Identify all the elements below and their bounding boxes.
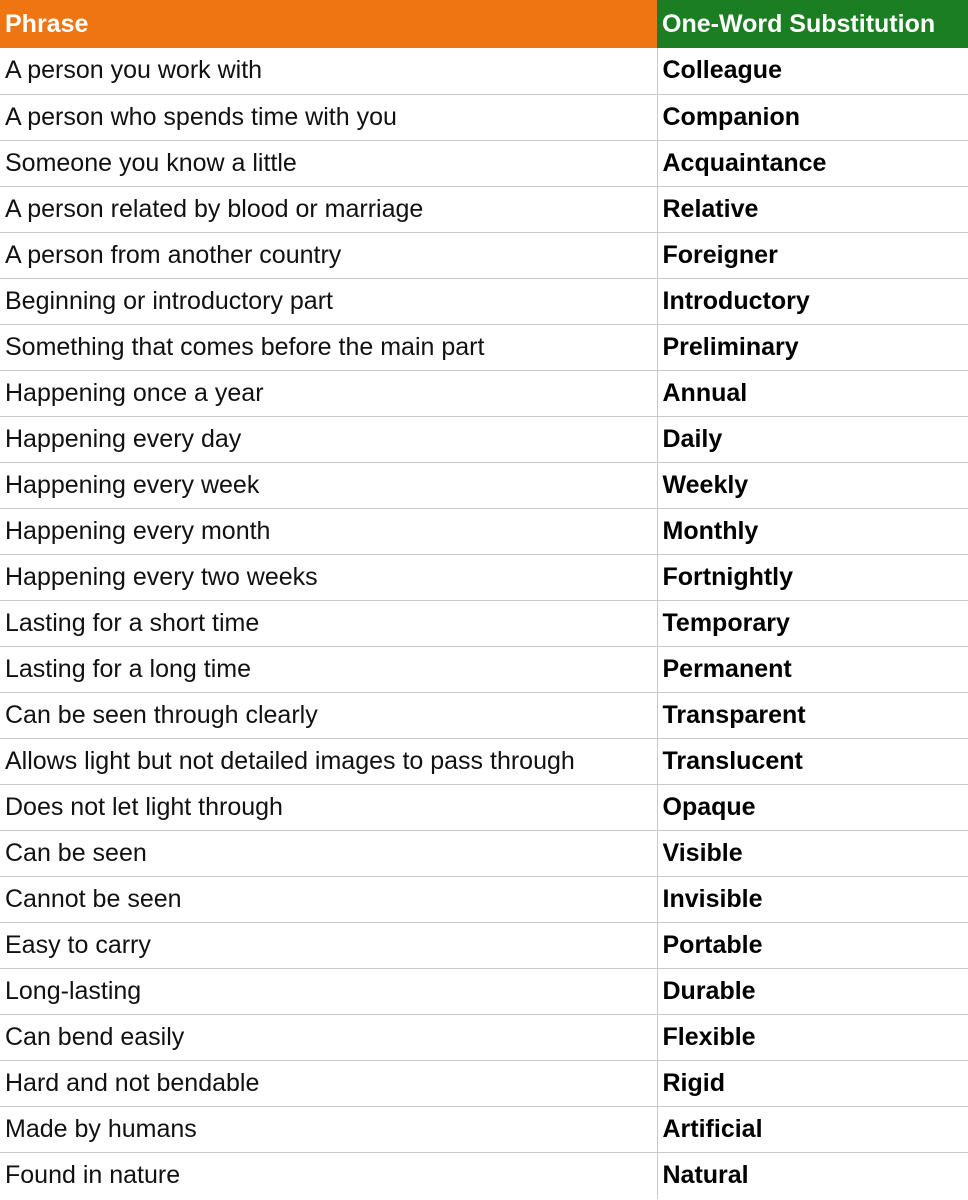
phrase-cell: Can bend easily xyxy=(0,1014,657,1060)
table-row xyxy=(0,462,968,508)
table-row xyxy=(0,324,968,370)
phrase-cell: A person from another country xyxy=(0,232,657,278)
word-cell: Transparent xyxy=(657,692,968,738)
table-row xyxy=(0,370,968,416)
table-row xyxy=(0,1152,968,1199)
word-cell: Natural xyxy=(662,1161,749,1190)
phrase-cell: Something that comes before the main part xyxy=(0,324,657,370)
word-cell: Daily xyxy=(657,416,968,462)
phrase-cell: Lasting for a short time xyxy=(0,600,657,646)
word-cell: Introductory xyxy=(657,278,968,324)
word-cell: Artificial xyxy=(657,1106,968,1152)
word-cell: Flexible xyxy=(657,1014,968,1060)
phrase-cell: Long-lasting xyxy=(0,968,657,1014)
phrase-cell: Made by humans xyxy=(0,1106,657,1152)
table-header xyxy=(0,0,968,48)
table-row xyxy=(0,692,968,738)
phrase-cell: A person who spends time with you xyxy=(0,94,657,140)
word-cell: Colleague xyxy=(657,48,968,94)
phrase-cell: Beginning or introductory part xyxy=(0,278,657,324)
word-cell: Temporary xyxy=(657,600,968,646)
word-cell: Portable xyxy=(657,922,968,968)
phrase-cell: Does not let light through xyxy=(0,784,657,830)
word-cell: Permanent xyxy=(657,646,968,692)
word-cell: Foreigner xyxy=(657,232,968,278)
table-row xyxy=(0,968,968,1014)
table-row xyxy=(0,508,968,554)
word-cell: Invisible xyxy=(657,876,968,922)
word-cell: Preliminary xyxy=(657,324,968,370)
table-row xyxy=(0,830,968,876)
word-cell: Monthly xyxy=(657,508,968,554)
table-row xyxy=(0,1014,968,1060)
phrase-cell: Happening every day xyxy=(0,416,657,462)
table-row xyxy=(0,922,968,968)
word-cell: Visible xyxy=(657,830,968,876)
word-column-header: One-Word Substitution xyxy=(657,0,968,48)
table-row xyxy=(0,554,968,600)
table-row xyxy=(0,278,968,324)
table-row xyxy=(0,600,968,646)
phrase-cell: A person you work with xyxy=(0,48,657,94)
phrase-cell: Someone you know a little xyxy=(0,140,657,186)
table-row xyxy=(0,1106,968,1152)
phrase-cell: Found in nature xyxy=(0,1152,657,1199)
table-row xyxy=(0,784,968,830)
table-row xyxy=(0,1060,968,1106)
word-cell: Durable xyxy=(657,968,968,1014)
phrase-cell: Cannot be seen xyxy=(0,876,657,922)
table-row xyxy=(0,646,968,692)
table-row xyxy=(0,140,968,186)
word-cell: Rigid xyxy=(657,1060,968,1106)
phrase-column-header: Phrase xyxy=(0,0,657,48)
phrase-cell: Can be seen xyxy=(0,830,657,876)
phrase-cell: Allows light but not detailed images to pass through xyxy=(0,738,657,784)
word-cell: Relative xyxy=(657,186,968,232)
word-cell: Fortnightly xyxy=(657,554,968,600)
table-row xyxy=(0,416,968,462)
word-cell: Translucent xyxy=(657,738,968,784)
table-body xyxy=(0,48,968,1199)
table-row xyxy=(0,94,968,140)
phrase-cell: Easy to carry xyxy=(0,922,657,968)
word-cell: Opaque xyxy=(657,784,968,830)
phrase-cell: Happening every week xyxy=(0,462,657,508)
phrase-cell: Lasting for a long time xyxy=(0,646,657,692)
table-row xyxy=(0,876,968,922)
phrase-cell: A person related by blood or marriage xyxy=(0,186,657,232)
phrase-cell: Can be seen through clearly xyxy=(0,692,657,738)
word-cell: Companion xyxy=(657,94,968,140)
word-cell: Weekly xyxy=(657,462,968,508)
table-row xyxy=(0,48,968,94)
word-cell: Acquaintance xyxy=(657,140,968,186)
phrase-cell: Happening once a year xyxy=(0,370,657,416)
word-cell: Annual xyxy=(657,370,968,416)
table-row xyxy=(0,232,968,278)
table-row xyxy=(0,738,968,784)
phrase-cell: Hard and not bendable xyxy=(0,1060,657,1106)
header-row xyxy=(0,0,968,48)
phrase-cell: Happening every two weeks xyxy=(0,554,657,600)
phrase-cell: Happening every month xyxy=(0,508,657,554)
table-row xyxy=(0,186,968,232)
